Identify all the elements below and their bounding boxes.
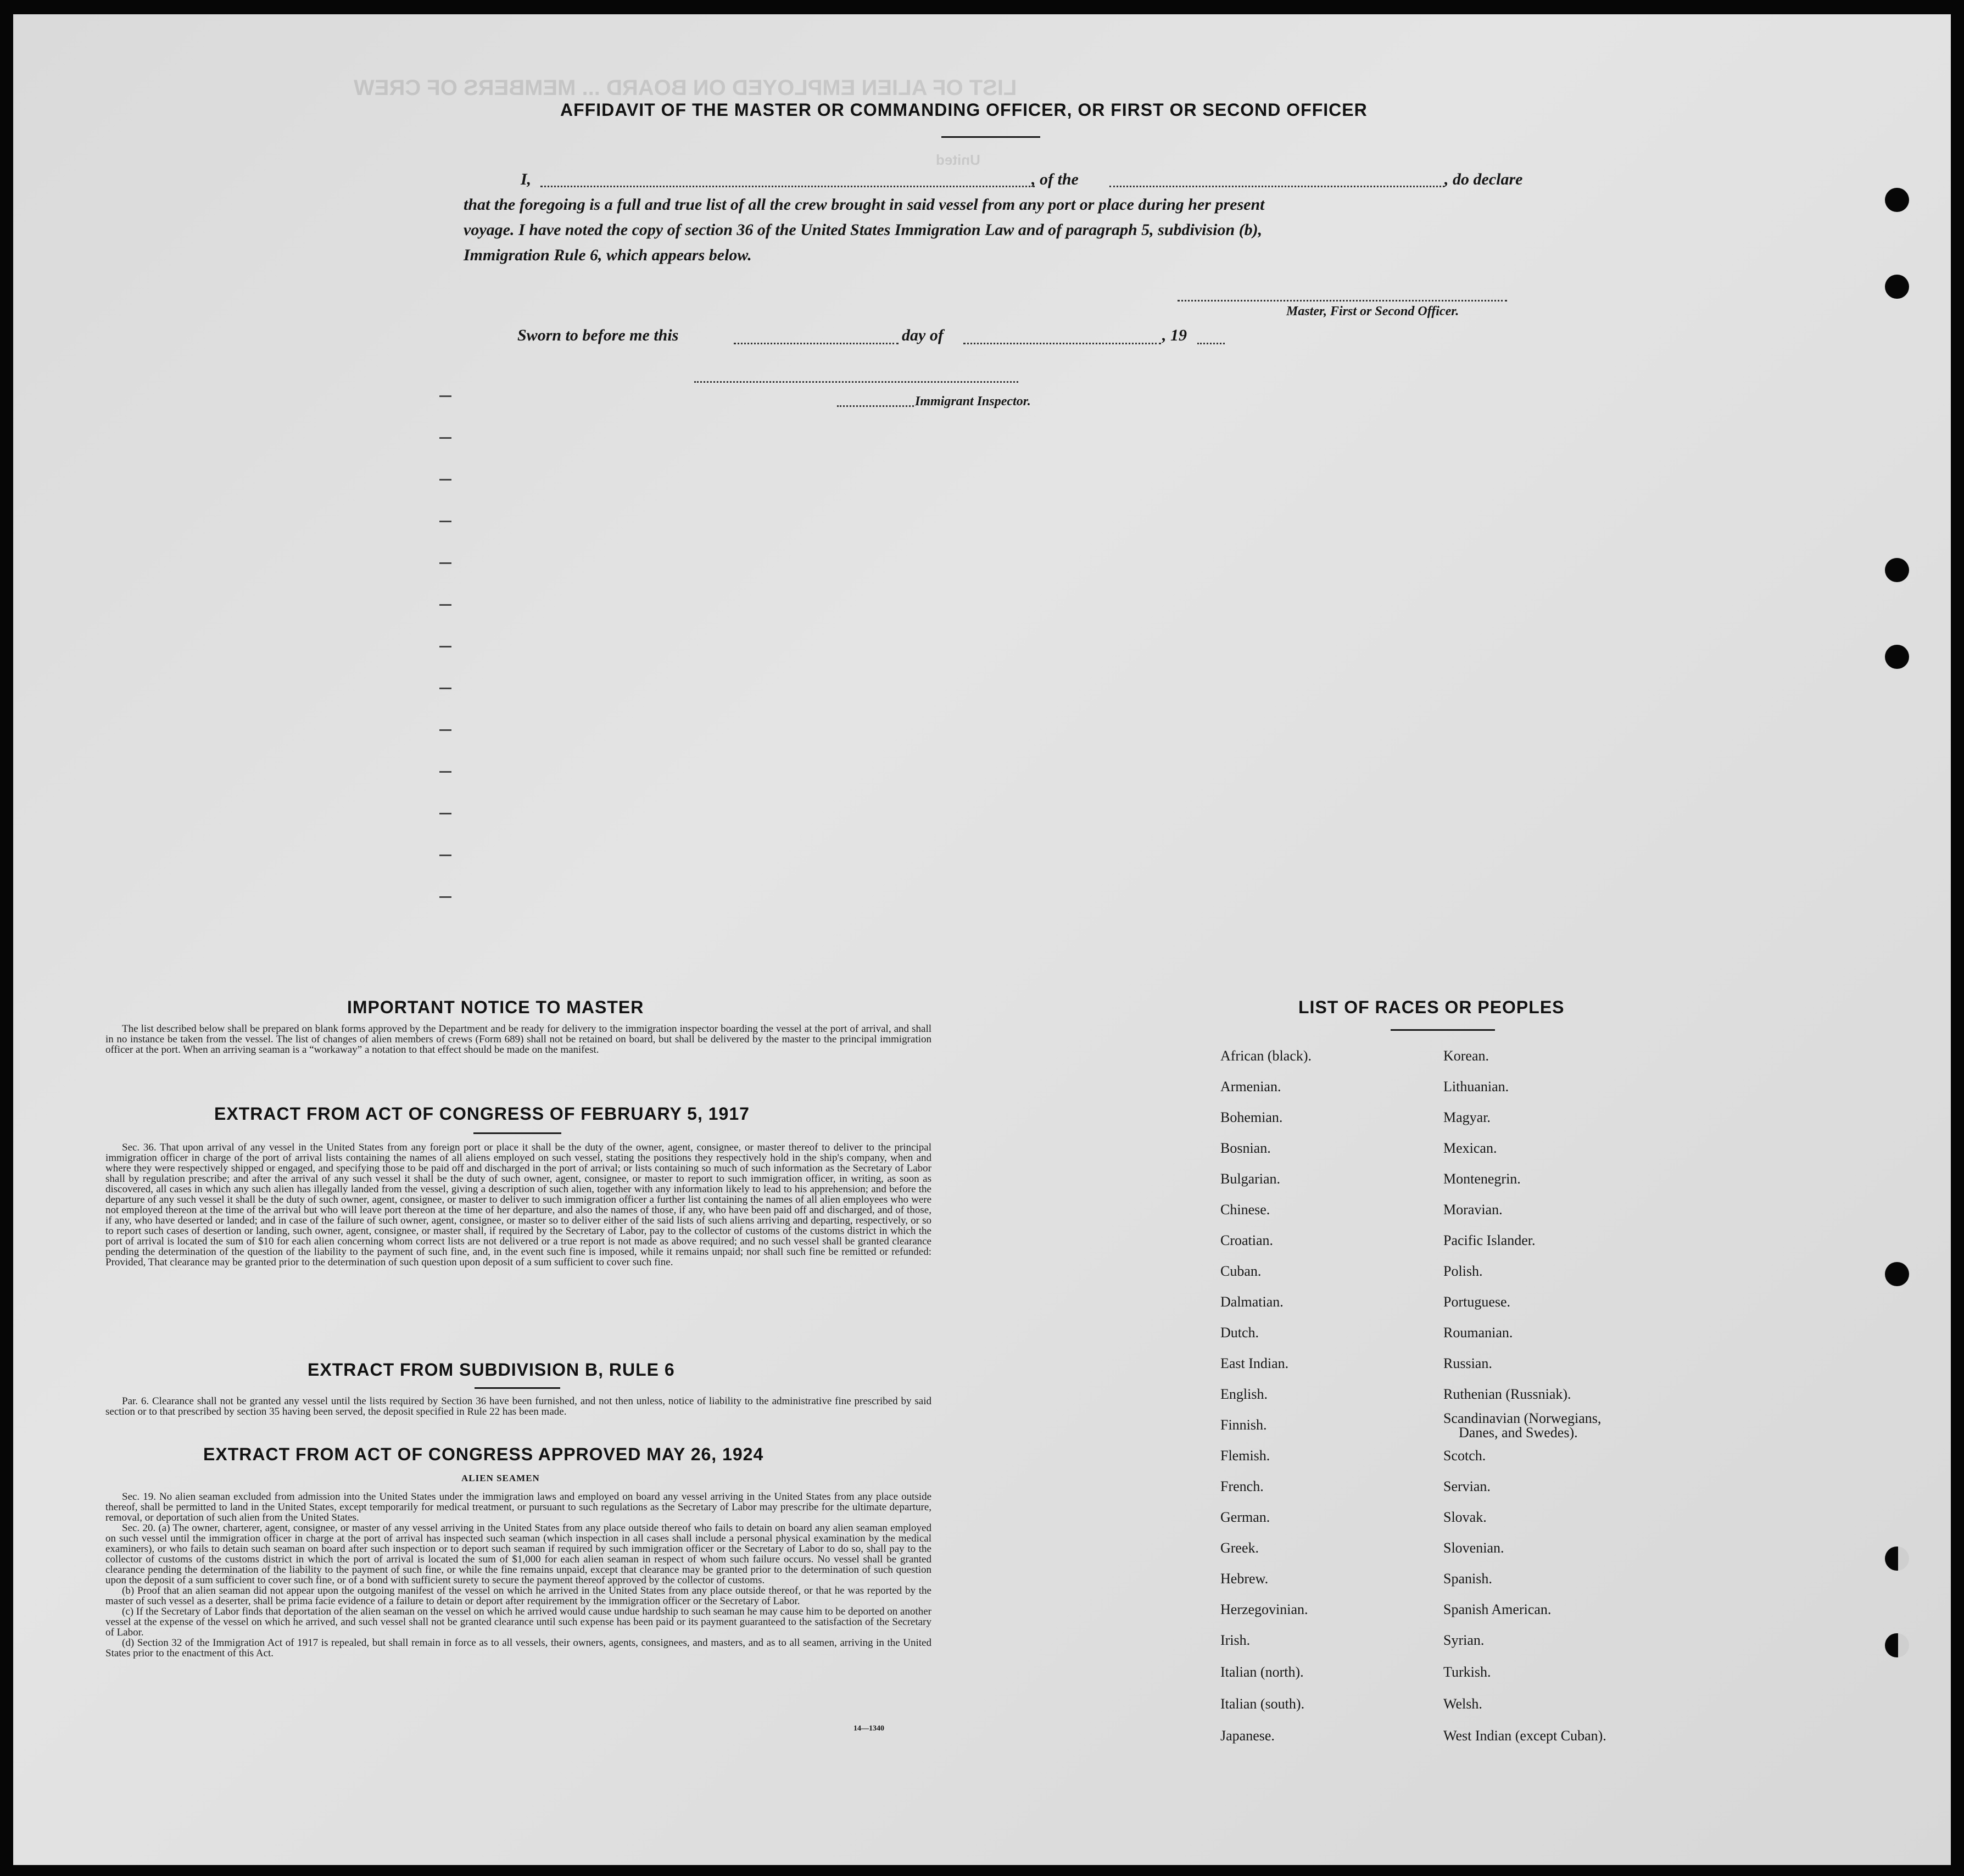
name-blank[interactable]	[540, 186, 1035, 187]
race-item: Magyar.	[1443, 1109, 1491, 1125]
margin-tick	[439, 896, 451, 898]
inspector-signature-line[interactable]	[694, 381, 1018, 383]
race-item: Flemish.	[1220, 1448, 1270, 1464]
race-item: Cuban.	[1220, 1263, 1262, 1279]
sec-20a-text: Sec. 20. (a) The owner, charterer, agent, consignee, or master of any vessel arriving in the United States from any place outside thereof who fails to detain on board any alien seaman employed on such vessel until the immigration officer in charge at the port of arrival has inspected such seaman (which inspection in all cases shall include a personal physical examination by the medical examiners), or who fails to detain such seaman on board after such inspection or to deport such seaman if required by such immigration officer or the Secretary of Labor to do so, shall pay to the collector of customs of the customs district in which the port of arrival is located the sum of $1,000 for each alien seaman in respect of whom such failure occurs. No vessel shall be granted clearance pending the determination of the liability to the payment of such fine, or while the fine remains unpaid, except that clearance may be granted prior to the determination of such question upon the deposit of a sum sufficient to cover such fine, or of a bond with sufficient surety to secure the payment thereof approved by the collector of customs.	[105, 1522, 931, 1586]
race-item: Italian (north).	[1220, 1664, 1304, 1680]
margin-tick	[439, 562, 451, 564]
race-item: Syrian.	[1443, 1632, 1485, 1648]
inspector-signature-lead	[837, 405, 914, 407]
punch-hole	[1885, 558, 1909, 582]
extract-rule6-underline	[475, 1387, 560, 1389]
affidavit-line-2: that the foregoing is a full and true list of all the crew brought in said vessel from any port or place during her present	[464, 196, 1265, 214]
race-item: Hebrew.	[1220, 1571, 1269, 1587]
race-item: Spanish American.	[1443, 1601, 1552, 1617]
margin-tick	[439, 729, 451, 731]
sworn-day-blank[interactable]	[734, 343, 899, 344]
race-item: West Indian (except Cuban).	[1443, 1728, 1606, 1744]
race-item: Turkish.	[1443, 1664, 1491, 1680]
race-item: Italian (south).	[1220, 1696, 1305, 1712]
race-item: Bosnian.	[1220, 1140, 1271, 1156]
race-item: Mexican.	[1443, 1140, 1497, 1156]
punch-hole	[1885, 188, 1909, 212]
master-signature-label: Master, First or Second Officer.	[1286, 304, 1459, 319]
notice-text: The list described below shall be prepared on blank forms approved by the Department and be ready for delivery to the immigration inspector boarding the vessel at the port of arrival, and shall in no instance be taken from the vessel. The list of changes of alien members of crews (Form 689) shall not be retained on board, but shall be delivered by the master to the principal immigration officer at the port. When an arriving seaman is a “workaway” a notation to that effect should be made on the manifest.	[105, 1023, 931, 1056]
race-item: Russian.	[1443, 1355, 1492, 1371]
race-item: Bohemian.	[1220, 1109, 1283, 1125]
margin-tick	[439, 646, 451, 647]
bleed-through-header: LIST OF ALIEN EMPLOYED ON BOARD ... MEMBERS OF CREW	[354, 76, 1017, 100]
race-item: Welsh.	[1443, 1696, 1482, 1712]
extract-1924-text	[105, 1492, 931, 1659]
affidavit-line-4: Immigration Rule 6, which appears below.	[464, 246, 752, 264]
extract-1924-title: EXTRACT FROM ACT OF CONGRESS APPROVED MAY 26, 1924	[203, 1444, 764, 1464]
race-item-continued: Danes, and Swedes).	[1459, 1425, 1578, 1441]
margin-tick	[439, 521, 451, 522]
race-item: Roumanian.	[1443, 1325, 1513, 1341]
extract-1917-title: EXTRACT FROM ACT OF CONGRESS OF FEBRUARY 5, 1917	[214, 1104, 750, 1124]
sec-20c-text: (c) If the Secretary of Labor finds that deportation of the alien seaman on the vessel on which he arrived would cause undue hardship to such seaman he may cause him to be deported on another vessel at the expense of the vessel on which he arrived, and such vessel shall not be granted clearance until such expense has been paid or its payment guaranteed to the satisfaction of the Secretary of Labor.	[105, 1606, 931, 1638]
punch-hole	[1885, 1262, 1909, 1286]
race-item: Scotch.	[1443, 1448, 1486, 1464]
race-item: Japanese.	[1220, 1728, 1275, 1744]
inspector-signature-label: Immigrant Inspector.	[915, 394, 1031, 409]
race-item: Slovak.	[1443, 1509, 1487, 1525]
race-item: Pacific Islander.	[1443, 1232, 1536, 1248]
extract-rule6-text: Par. 6. Clearance shall not be granted any vessel until the lists required by Section 36 have been furnished, and not then unless, notice of liability to the administrative fine prescribed by said section or to that prescribed by section 35 having been served, the deposit specified in Rule 22 has been made.	[105, 1395, 931, 1417]
race-item: Croatian.	[1220, 1232, 1274, 1248]
race-item: East Indian.	[1220, 1355, 1289, 1371]
race-item: Lithuanian.	[1443, 1079, 1509, 1095]
race-item: Greek.	[1220, 1540, 1259, 1556]
sworn-month-blank[interactable]	[963, 343, 1161, 344]
title-underline	[941, 136, 1040, 138]
vessel-blank[interactable]	[1109, 186, 1444, 187]
sworn-text: Sworn to before me this	[517, 326, 679, 344]
extract-rule6-title: EXTRACT FROM SUBDIVISION B, RULE 6	[308, 1360, 675, 1380]
race-item: German.	[1220, 1509, 1270, 1525]
race-item: Scandinavian (Norwegians,	[1443, 1410, 1602, 1426]
punch-hole	[1885, 275, 1909, 299]
affidavit-title: AFFIDAVIT OF THE MASTER OR COMMANDING OFFICER, OR FIRST OR SECOND OFFICER	[560, 100, 1368, 120]
race-item: Finnish.	[1220, 1417, 1267, 1433]
race-item: Ruthenian (Russniak).	[1443, 1386, 1571, 1402]
extract-1917-underline	[473, 1132, 561, 1134]
margin-tick	[439, 771, 451, 773]
sworn-day-of: day of	[902, 326, 944, 344]
race-item: Dutch.	[1220, 1325, 1259, 1341]
race-item: Korean.	[1443, 1048, 1489, 1064]
margin-tick	[439, 688, 451, 689]
races-underline	[1391, 1029, 1495, 1031]
margin-tick	[439, 604, 451, 606]
race-item: Irish.	[1220, 1632, 1251, 1648]
race-item: French.	[1220, 1478, 1264, 1494]
race-item: Chinese.	[1220, 1202, 1270, 1218]
race-item: Portuguese.	[1443, 1294, 1511, 1310]
race-item: Spanish.	[1443, 1571, 1492, 1587]
race-item: Moravian.	[1443, 1202, 1503, 1218]
race-item: Armenian.	[1220, 1079, 1281, 1095]
bleed-through-word: United	[936, 152, 980, 168]
master-signature-line[interactable]	[1178, 300, 1507, 302]
race-item: Herzegovinian.	[1220, 1601, 1308, 1617]
affidavit-declare: , do declare	[1444, 170, 1523, 188]
sec-20d-text: (d) Section 32 of the Immigration Act of 1917 is repealed, but shall remain in force as to all vessels, their owners, agents, consignees, and masters, and as to all seamen, arriving in the United States prior to the enactment of this Act.	[105, 1637, 931, 1659]
extract-1924-subtitle: ALIEN SEAMEN	[461, 1473, 540, 1483]
race-item: Bulgarian.	[1220, 1171, 1281, 1187]
document-page	[13, 14, 1951, 1865]
sworn-year: , 19	[1162, 326, 1187, 344]
punch-hole	[1885, 1633, 1909, 1657]
affidavit-i: I,	[521, 170, 532, 188]
races-title: LIST OF RACES OR PEOPLES	[1298, 997, 1565, 1017]
race-item: Slovenian.	[1443, 1540, 1504, 1556]
race-item: English.	[1220, 1386, 1268, 1402]
punch-hole	[1885, 645, 1909, 669]
race-item: Dalmatian.	[1220, 1294, 1284, 1310]
race-item: African (black).	[1220, 1048, 1312, 1064]
race-item: Servian.	[1443, 1478, 1491, 1494]
sec-20b-text: (b) Proof that an alien seaman did not appear upon the outgoing manifest of the vessel on which he arrived in the United States from any place outside thereof, or that he was reported by the master of such vessel as a deserter, shall be prima facie evidence of a failure to detain or deport after requirement by the immigration officer or the Secretary of Labor.	[105, 1585, 931, 1607]
race-item: Polish.	[1443, 1263, 1483, 1279]
notice-title: IMPORTANT NOTICE TO MASTER	[347, 997, 644, 1017]
affidavit-of-the: , of the	[1031, 170, 1079, 188]
extract-1917-text: Sec. 36. That upon arrival of any vessel in the United States from any foreign port or place it shall be the duty of the owner, agent, consignee, or master thereof to deliver to the principal immigration officer in charge of the port of arrival lists containing the names of all aliens employed on such vessel, stating the positions they respectively hold in the ship's company, when and where they were respectively shipped or engaged, and specifying those to be paid off and discharged in the port of arrival; or lists containing so much of such information as the Secretary of Labor shall by regulation prescribe; and after the arrival of any such vessel it shall be the duty of such owner, agent, consignee, or master to report to such immigration officer, in writing, as soon as discovered, all cases in which any such alien has illegally landed from the vessel, giving a description of such alien, together with any information likely to lead to his apprehension; and before the departure of any such vessel it shall be the duty of such owner, agent, consignee, or master to deliver to such immigration officer a further list containing the names of all alien employees who were not employed thereon at the time of the arrival but who will leave port thereon at the time of her departure, and also the names of those, if any, who have been paid off and discharged, and of those, if any, who have deserted or landed; and in case of the failure of such owner, agent, consignee, or master so to deliver either of the said lists of such aliens arriving and departing, respectively, or so to report such cases of desertion or landing, such owner, agent, consignee, or master shall, if required by the Secretary of Labor, pay to the collector of customs of the customs district in which the port of arrival is located the sum of $10 for each alien concerning whom correct lists are not delivered or a true report is not made as above required; and no such vessel shall be granted clearance pending the determination of the question of the liability to the payment of such fine, and, in the event such fine is imposed, while it remains unpaid; nor shall such fine be remitted or refunded: Provided, That clearance may be granted prior to the determination of such question upon deposit of a sum sufficient to cover such fine.	[105, 1142, 931, 1268]
punch-hole	[1885, 1546, 1909, 1571]
margin-tick	[439, 395, 451, 397]
race-item: Montenegrin.	[1443, 1171, 1521, 1187]
sworn-year-blank[interactable]	[1197, 343, 1225, 344]
margin-tick	[439, 479, 451, 481]
affidavit-line-3: voyage. I have noted the copy of section 36 of the United States Immigration Law and of paragraph 5, subdivision (b),	[464, 221, 1263, 239]
margin-tick	[439, 855, 451, 856]
form-number: 14—1340	[853, 1724, 884, 1733]
margin-tick	[439, 437, 451, 439]
sec-19-text: Sec. 19. No alien seaman excluded from admission into the United States under the immigration laws and employed on board any vessel arriving in the United States from any place outside thereof, shall be permitted to land in the United States, except temporarily for medical treatment, or pursuant to such regulations as the Secretary of Labor may prescribe for the ultimate departure, removal, or deportation of such alien from the United States.	[105, 1491, 931, 1523]
margin-tick	[439, 813, 451, 814]
